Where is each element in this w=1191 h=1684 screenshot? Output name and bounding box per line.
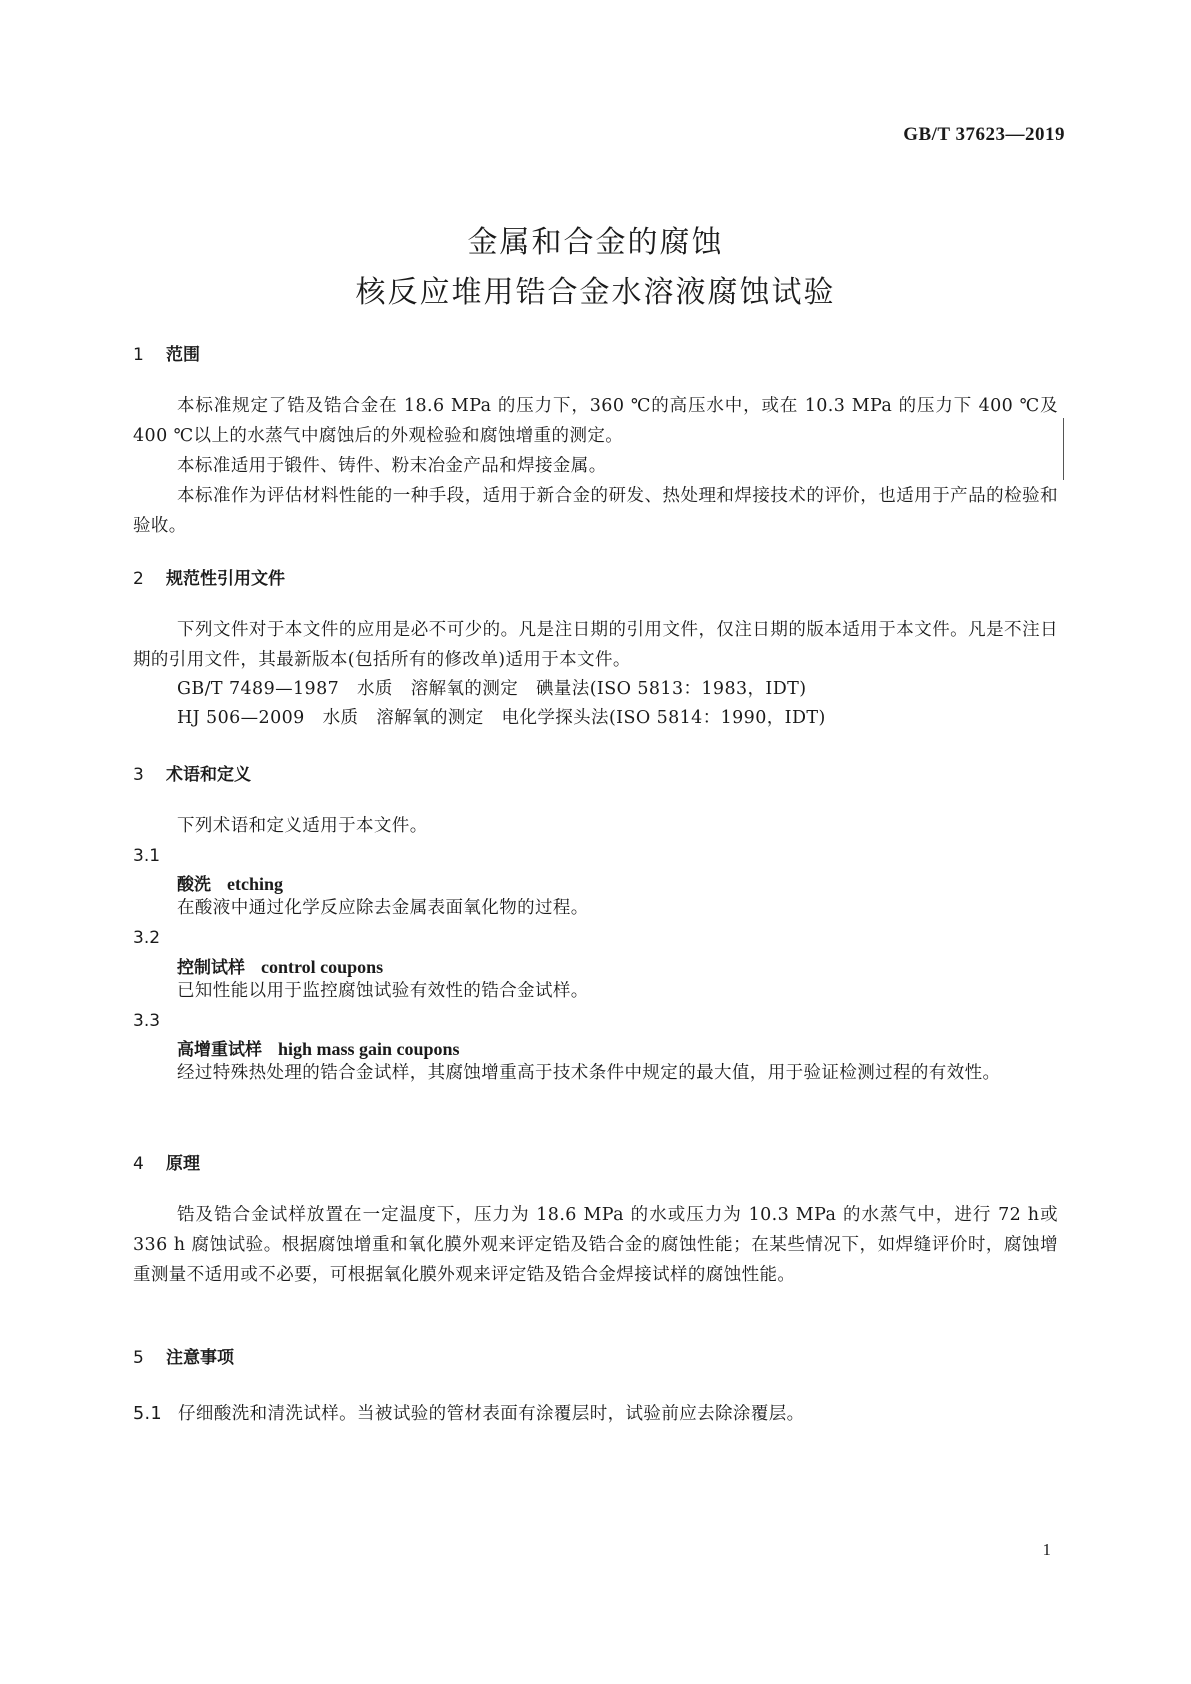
section-1-paragraph-2: 本标准适用于锻件、铸件、粉末冶金产品和焊接金属。 [177,456,607,476]
term-definition [133,1058,1058,1088]
term-number: 3.1 [133,846,161,866]
normative-reference-2: HJ 506—2009 水质 溶解氧的测定 电化学探头法(ISO 5814：1990，IDT) [177,708,826,728]
term-heading [177,1035,460,1060]
page-number: 1 [1042,1540,1051,1559]
title-line-1: 金属和合金的腐蚀 [467,225,724,260]
term-definition-text: 经过特殊热处理的锆合金试样，其腐蚀增重高于技术条件中规定的最大值，用于验证检测过程的有效性。 [177,1063,1001,1083]
section-1-paragraph-3: 本标准作为评估材料性能的一种手段，适用于新合金的研发、热处理和焊接技术的评价，也适用于产品的检验和验收。 [133,486,1058,536]
section-title: 原理 [166,1154,200,1174]
section-title: 范围 [166,345,200,365]
term-zh: 高增重试样 [177,1040,262,1060]
section-number: 4 [133,1154,144,1174]
term-en: etching [227,874,283,894]
section-1-paragraph-1: 本标准规定了锆及锆合金在 18.6 MPa 的压力下，360 ℃的高压水中，或在 10.3 MPa 的压力下 400 ℃及 400 ℃以上的水蒸气中腐蚀后的外观检验和腐蚀增重的测定。 [133,396,1058,446]
section-number: 5 [133,1348,144,1368]
term-definition: 已知性能以用于监控腐蚀试验有效性的锆合金试样。 [177,981,589,1001]
section-title: 注意事项 [166,1348,234,1368]
clause-number: 5.1 [133,1404,163,1424]
section-number: 3 [133,765,144,785]
section-4-paragraph-1: 锆及锆合金试样放置在一定温度下，压力为 18.6 MPa 的水或压力为 10.3 MPa 的水蒸气中，进行 72 h或 336 h 腐蚀试验。根据腐蚀增重和氧化膜外观来评定锆及锆合金的腐蚀性能；在某些情况下，如焊缝评价时，腐蚀增重测量不适用或不必要，可根据氧化膜外观来评定锆及锆合金焊接试样的腐蚀性能。 [133,1205,1058,1285]
title-line-2: 核反应堆用锆合金水溶液腐蚀试验 [355,275,836,310]
clause-5-1 [133,1400,805,1425]
term-definition: 在酸液中通过化学反应除去金属表面氧化物的过程。 [177,898,589,918]
section-2-heading [133,564,285,589]
clause-text: 仔细酸洗和清洗试样。当被试验的管材表面有涂覆层时，试验前应去除涂覆层。 [178,1404,805,1424]
section-3-intro: 下列术语和定义适用于本文件。 [177,816,428,836]
document-title [0,218,1191,318]
term-heading [177,953,383,978]
margin-change-bar [1063,418,1064,480]
section-number: 2 [133,569,144,589]
term-zh: 控制试样 [177,958,245,978]
term-en: high mass gain coupons [278,1039,460,1059]
standard-code: GB/T 37623—2019 [903,124,1065,145]
term-heading [177,870,283,895]
term-zh: 酸洗 [177,875,211,895]
term-number: 3.2 [133,928,161,948]
section-1-heading [133,340,200,365]
term-number: 3.3 [133,1011,161,1031]
section-3-heading [133,760,251,785]
section-title: 术语和定义 [166,765,251,785]
section-number: 1 [133,345,144,365]
term-en: control coupons [261,957,384,977]
section-title: 规范性引用文件 [166,569,285,589]
section-5-heading [133,1343,234,1368]
normative-reference-1: GB/T 7489—1987 水质 溶解氧的测定 碘量法(ISO 5813：1983，IDT) [177,679,807,699]
section-4-heading [133,1149,200,1174]
section-2-paragraph-1: 下列文件对于本文件的应用是必不可少的。凡是注日期的引用文件，仅注日期的版本适用于本文件。凡是不注日期的引用文件，其最新版本(包括所有的修改单)适用于本文件。 [133,620,1058,670]
